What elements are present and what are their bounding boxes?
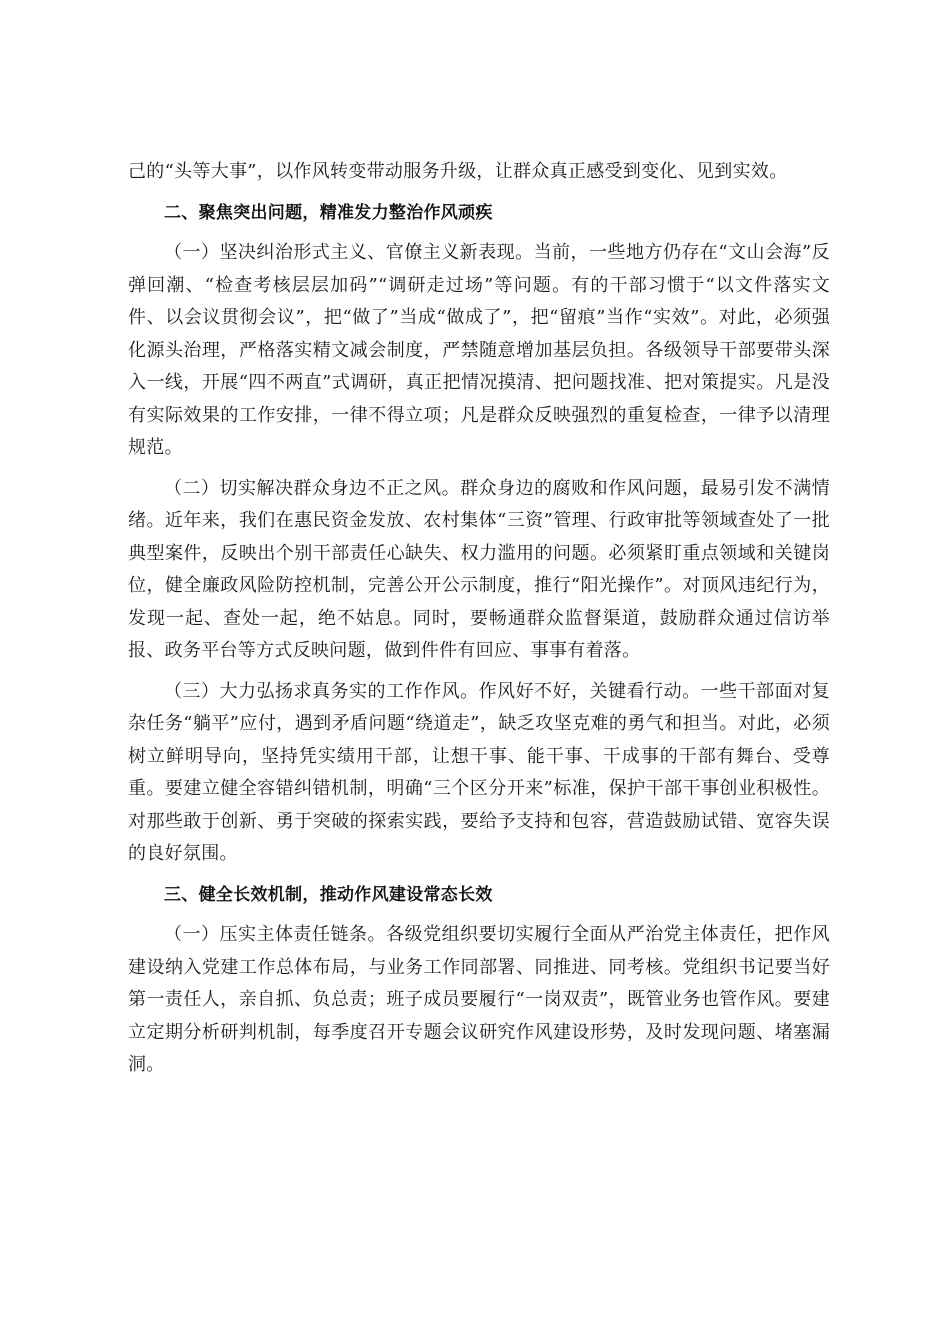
section-2-paragraph-2: （二）切实解决群众身边不正之风。群众身边的腐败和作风问题，最易引发不满情绪。近年来，我们在惠民资金发放、农村集体“三资”管理、行政审批等领域查处了一批典型案件，反映出个别干部责任心缺失、权力滥用的问题。必须紧盯重点领域和关键岗位，健全廉政风险防控机制，完善公开公示制度，推行“阳光操作”。对顶风违纪行为，发现一起、查处一起，绝不姑息。同时，要畅通群众监督渠道，鼓励群众通过信访举报、政务平台等方式反映问题，做到件件有回应、事事有着落。 bbox=[128, 477, 830, 661]
document-body bbox=[128, 156, 830, 1090]
section-heading-3: 三、健全长效机制，推动作风建设常态长效 bbox=[164, 884, 493, 905]
section-2-paragraph-3: （三）大力弘扬求真务实的工作作风。作风好不好，关键看行动。一些干部面对复杂任务“躺平”应付，遇到矛盾问题“绕道走”，缺乏攻坚克难的勇气和担当。对此，必须树立鲜明导向，坚持凭实绩用干部，让想干事、能干事、干成事的干部有舞台、受尊重。要建立健全容错纠错机制，明确“三个区分开来”标准，保护干部干事创业积极性。对那些敢于创新、勇于突破的探索实践，要给予支持和包容，营造鼓励试错、宽容失误的良好氛围。 bbox=[128, 680, 830, 864]
section-2-paragraph-1: （一）坚决纠治形式主义、官僚主义新表现。当前，一些地方仍存在“文山会海”反弹回潮、“检查考核层层加码”“调研走过场”等问题。有的干部习惯于“以文件落实文件、以会议贯彻会议”，把“做了”当成“做成了”，把“留痕”当作“实效”。对此，必须强化源头治理，严格落实精文减会制度，严禁随意增加基层负担。各级领导干部要带头深入一线，开展“四不两直”式调研，真正把情况摸清、把问题找准、把对策提实。凡是没有实际效果的工作安排，一律不得立项；凡是群众反映强烈的重复检查，一律予以清理规范。 bbox=[128, 242, 830, 458]
section-heading-2: 二、聚焦突出问题，精准发力整治作风顽疾 bbox=[164, 202, 493, 223]
section-3-paragraph-1: （一）压实主体责任链条。各级党组织要切实履行全面从严治党主体责任，把作风建设纳入党建工作总体布局，与业务工作同部署、同推进、同考核。党组织书记要当好第一责任人，亲自抓、负总责；班子成员要履行“一岗双责”，既管业务也管作风。要建立定期分析研判机制，每季度召开专题会议研究作风建设形势，及时发现问题、堵塞漏洞。 bbox=[128, 924, 830, 1075]
continuation-paragraph: 己的“头等大事”，以作风转变带动服务升级，让群众真正感受到变化、见到实效。 bbox=[128, 161, 788, 182]
